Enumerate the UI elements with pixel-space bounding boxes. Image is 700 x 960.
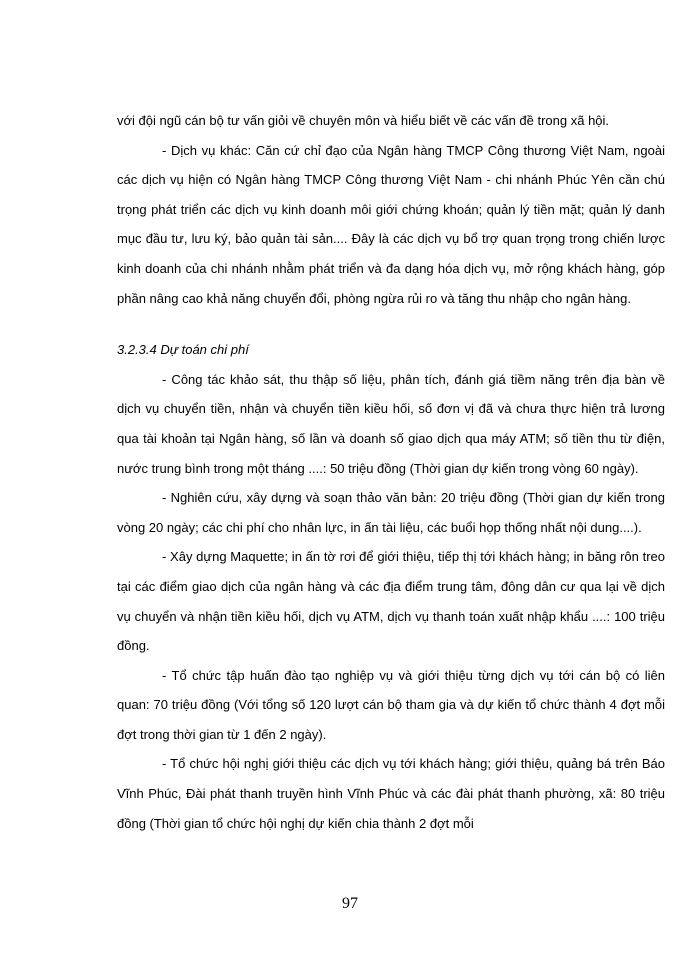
paragraph-conference-cost: - Tổ chức hội nghị giới thiệu các dịch vụ tới khách hàng; giới thiệu, quảng bá trên Báo Vĩnh Phúc, Đài phát thanh truyền hình Vĩnh Phúc và các đài phát thanh phường, xã: 80 triệu đồng (Thời gian tổ chức hội nghị dự kiến chia thành 2 đợt mỗi bbox=[117, 756, 665, 831]
paragraph-other-services: - Dịch vụ khác: Căn cứ chỉ đạo của Ngân hàng TMCP Công thương Việt Nam, ngoài các dịch vụ hiện có Ngân hàng TMCP Công thương Việt Nam - chi nhánh Phúc Yên cần chú trọng phát triển các dịch vụ kinh doanh môi giới chứng khoán; quản lý tiền mặt; quản lý danh mục đầu tư, lưu ký, bảo quản tài sản.... Đây là các dịch vụ bổ trợ quan trọng trong chiến lược kinh doanh của chi nhánh nhằm phát triển và đa dạng hóa dịch vụ, mở rộng khách hàng, góp phần nâng cao khả năng chuyển đổi, phòng ngừa rủi ro và tăng thu nhập cho ngân hàng. bbox=[117, 142, 665, 306]
paragraph-marketing-cost: - Xây dựng Maquette; in ấn tờ rơi để giới thiệu, tiếp thị tới khách hàng; in băng rôn treo tại các điểm giao dịch của ngân hàng và các địa điểm trung tâm, đông dân cư qua lại về dịch vụ chuyển và nhận tiền kiều hối, dịch vụ ATM, dịch vụ thanh toán xuất nhập khẩu ....: 100 triệu đồng. bbox=[117, 549, 665, 654]
paragraph-continuation: với đội ngũ cán bộ tư vấn giỏi về chuyên môn và hiểu biết về các vấn đề trong xã hội. bbox=[117, 113, 610, 128]
section-heading: 3.2.3.4 Dự toán chi phí bbox=[117, 342, 249, 358]
page-number: 97 bbox=[342, 895, 358, 912]
document-body bbox=[117, 106, 665, 838]
paragraph-survey-cost: - Công tác khảo sát, thu thập số liệu, phân tích, đánh giá tiềm năng trên địa bàn về dịch vụ chuyển tiền, nhận và chuyển tiền kiều hối, số đơn vị đã và chưa thực hiện trả lương qua tài khoản tại Ngân hàng, số lần và doanh số giao dịch qua máy ATM; số tiền thu từ điện, nước trung bình trong một tháng ....: 50 triệu đồng (Thời gian dự kiến trong vòng 60 ngày). bbox=[117, 371, 665, 476]
paragraph-training-cost: - Tổ chức tập huấn đào tạo nghiệp vụ và giới thiệu từng dịch vụ tới cán bộ có liên quan: 70 triệu đồng (Với tổng số 120 lượt cán bộ tham gia và dự kiến tổ chức thành 4 đợt mỗi đợt trong thời gian từ 1 đến 2 ngày). bbox=[117, 667, 665, 742]
paragraph-research-cost: - Nghiên cứu, xây dựng và soạn thảo văn bản: 20 triệu đồng (Thời gian dự kiến trong vòng 20 ngày; các chi phí cho nhân lực, in ấn tài liệu, các buổi họp thống nhất nội dung....). bbox=[117, 490, 665, 535]
